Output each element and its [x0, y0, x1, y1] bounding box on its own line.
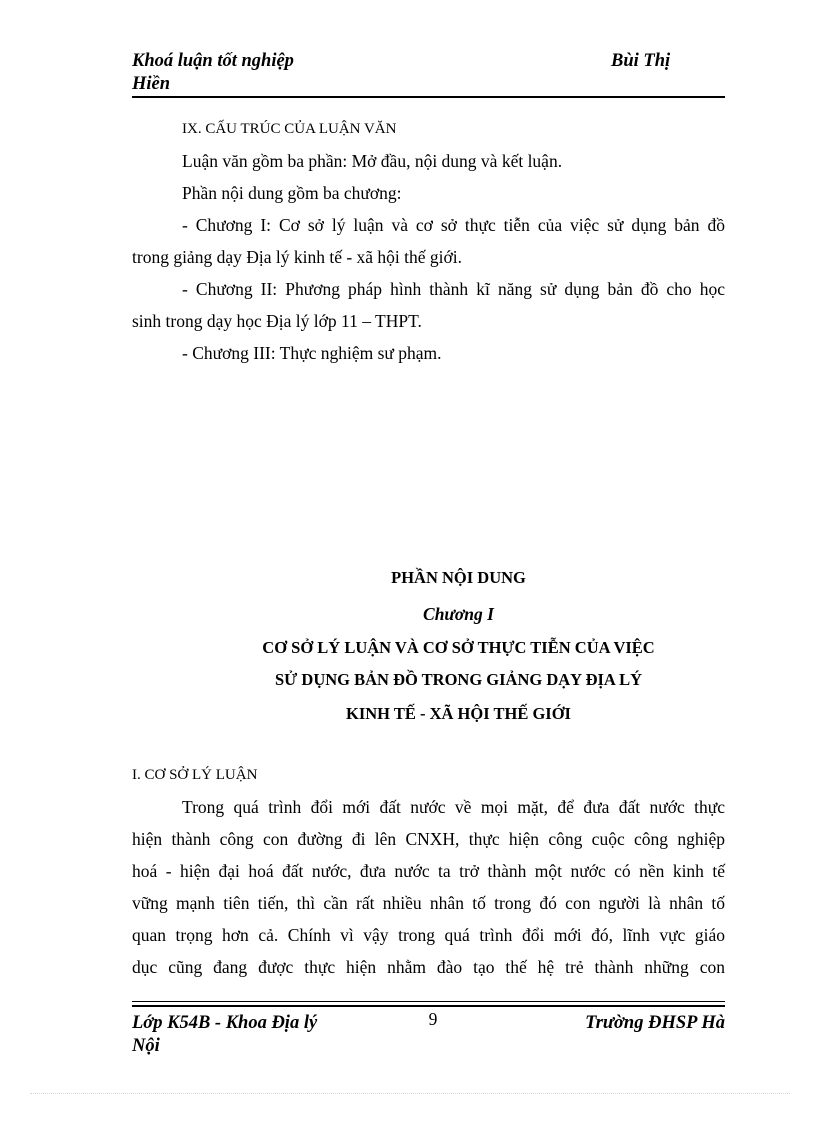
part-title: PHẦN NỘI DUNG: [391, 568, 526, 587]
footer-left: [132, 1012, 382, 1058]
section1-line: vững mạnh tiên tiến, thì cần rất nhiều nhân tố trong đó con người là nhân tố: [132, 893, 725, 913]
header-rule: [132, 96, 725, 98]
section1-heading: I. CƠ SỞ LÝ LUẬN: [132, 767, 258, 783]
page-number: 9: [428, 1009, 438, 1029]
section1-line: dục cũng đang được thực hiện nhằm đào tạo thế hệ trẻ thành những con: [132, 957, 725, 977]
section9-heading: IX. CẤU TRÚC CỦA LUẬN VĂN: [182, 121, 397, 137]
chapter2-line-1: - Chương II: Phương pháp hình thành kĩ năng sử dụng bản đồ cho học: [182, 279, 725, 299]
footer-left-line1: Lớp K54B - Khoa Địa lý: [132, 1013, 318, 1033]
header-left: [132, 50, 372, 96]
section1-line: Trong quá trình đổi mới đất nước về mọi mặt, để đưa đất nước thực: [182, 797, 725, 817]
chapter-title-line-1: CƠ SỞ LÝ LUẬN VÀ CƠ SỞ THỰC TIỄN CỦA VIỆC: [262, 638, 655, 657]
chapter-title-line-2: SỬ DỤNG BẢN ĐỒ TRONG GIẢNG DẠY ĐỊA LÝ: [274, 670, 642, 689]
section1-line: hiện thành công con đường đi lên CNXH, thực hiện công cuộc công nghiệp: [132, 829, 725, 849]
section1-line: hoá - hiện đại hoá đất nước, đưa nước ta trở thành một nước có nền kinh tế: [132, 861, 725, 881]
footer-left-line2: Nội: [132, 1036, 160, 1056]
footer-rule-thin: [132, 1001, 725, 1002]
header-left-line2: Hiền: [132, 74, 171, 94]
header-left-line1: Khoá luận tốt nghiệp: [132, 51, 294, 71]
chapter-label: Chương I: [423, 604, 494, 624]
section1-line: quan trọng hơn cả. Chính vì vậy trong quá trình đổi mới đó, lĩnh vực giáo: [132, 925, 725, 945]
header-right: Bùi Thị: [611, 51, 671, 71]
section9-paragraph-1: Luận văn gồm ba phần: Mở đầu, nội dung và kết luận.: [182, 151, 563, 171]
page-edge-divider: [30, 1093, 790, 1094]
chapter1-line-2: trong giảng dạy Địa lý kinh tế - xã hội thế giới.: [132, 247, 463, 267]
footer-right: Trường ĐHSP Hà: [585, 1013, 725, 1033]
footer-rule-thick: [132, 1005, 725, 1007]
chapter-title-line-3: KINH TẾ - XÃ HỘI THẾ GIỚI: [346, 704, 571, 723]
chapter1-line-1: - Chương I: Cơ sở lý luận và cơ sở thực tiễn của việc sử dụng bản đồ: [182, 215, 725, 235]
section9-paragraph-2: Phần nội dung gồm ba chương:: [182, 183, 402, 203]
chapter3-line: - Chương III: Thực nghiệm sư phạm.: [182, 343, 442, 363]
chapter2-line-2: sinh trong dạy học Địa lý lớp 11 – THPT.: [132, 311, 422, 331]
